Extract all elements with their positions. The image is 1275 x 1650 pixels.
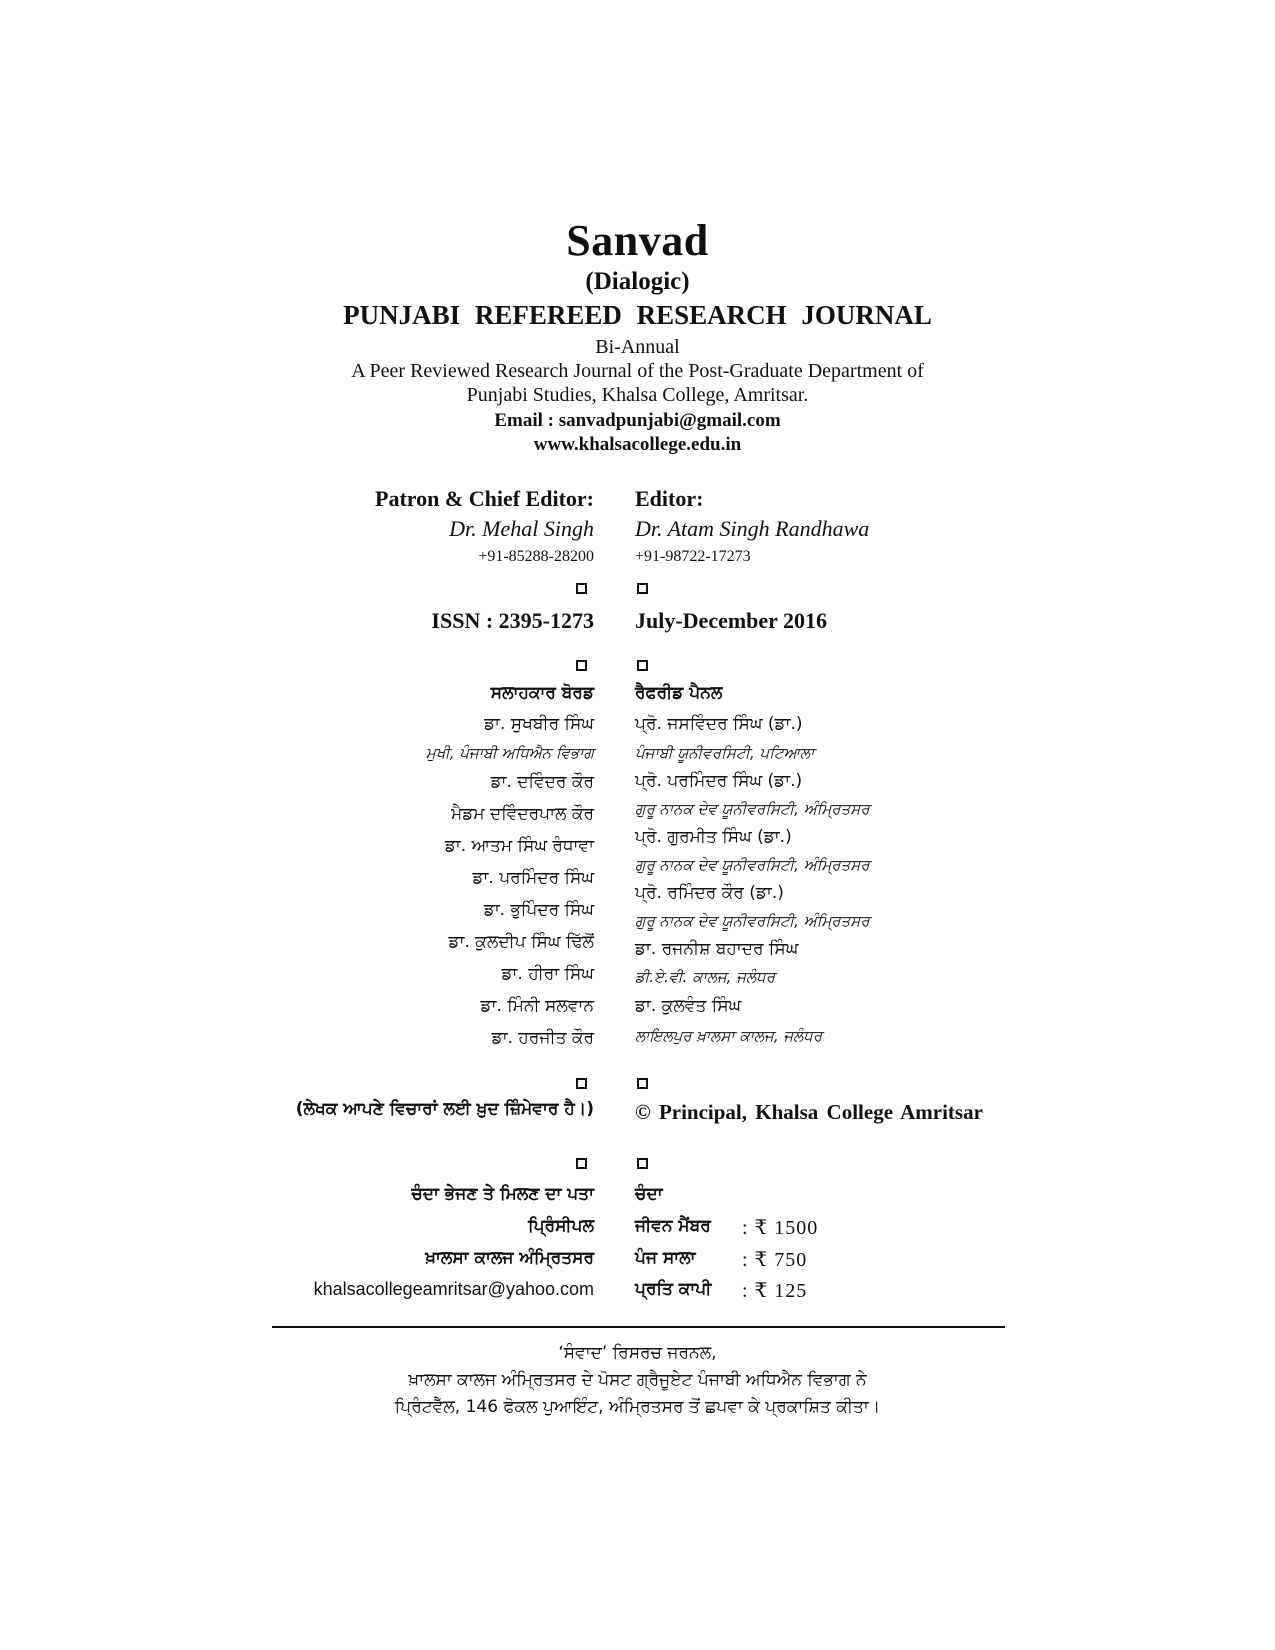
separator-square-icon (576, 1158, 587, 1169)
separator-square-icon (576, 583, 587, 594)
footer-line1: ‘ਸੰਵਾਦ’ ਰਿਸਰਚ ਜਰਨਲ, (558, 1343, 717, 1363)
referee-member: ਪ੍ਰੋ. ਪਰਮਿੰਦਰ ਸਿੰਘ (ਡਾ.) (635, 771, 803, 791)
subscription-heading: ਚੰਦਾ (635, 1184, 663, 1204)
footer-line3: ਪ੍ਰਿੰਟਵੈੱਲ, 146 ਫੋਕਲ ਪੁਆਇੰਟ, ਅੰਮ੍ਰਿਤਸਰ ਤੋਂ ਛਪਵਾ ਕੇ ਪ੍ਰਕਾਸ਼ਿਤ ਕੀਤਾ। (394, 1397, 881, 1417)
patron-label: Patron & Chief Editor: (375, 486, 594, 511)
advisory-member: ਡਾ. ਮਿੰਨੀ ਸਲਵਾਨ (480, 996, 594, 1016)
subscription-label: ਪੰਜ ਸਾਲਾ (635, 1248, 696, 1268)
horizontal-divider (272, 1326, 1005, 1328)
copyright-notice: © Principal, Khalsa College Amritsar (635, 1100, 983, 1124)
referee-affiliation: ਗੁਰੂ ਨਾਨਕ ਦੇਵ ਯੂਨੀਵਰਸਿਟੀ, ਅੰਮ੍ਰਿਤਸਰ (635, 912, 870, 930)
journal-email[interactable]: Email : sanvadpunjabi@gmail.com (494, 410, 781, 431)
referee-affiliation: ਡੀ.ਏ.ਵੀ. ਕਾਲਜ, ਜਲੰਧਰ (635, 968, 775, 986)
patron-name: Dr. Mehal Singh (449, 516, 594, 541)
journal-subtitle: (Dialogic) (585, 268, 690, 295)
subscription-label: ਜੀਵਨ ਮੈਂਬਰ (635, 1216, 711, 1236)
advisory-member: ਡਾ. ਹੀਰਾ ਸਿੰਘ (501, 964, 594, 984)
referee-affiliation: ਪੰਜਾਬੀ ਯੂਨੀਵਰਸਿਟੀ, ਪਟਿਆਲਾ (635, 744, 815, 762)
advisory-member: ਮੈਡਮ ਦਵਿੰਦਰਪਾਲ ਕੌਰ (451, 804, 594, 824)
patron-phone: +91-85288-28200 (478, 548, 594, 565)
address-email[interactable]: khalsacollegeamritsar@yahoo.com (313, 1279, 594, 1299)
address-line1: ਪ੍ਰਿੰਸੀਪਲ (528, 1216, 594, 1236)
separator-square-icon (637, 1158, 648, 1169)
journal-frequency: Bi-Annual (595, 336, 680, 358)
referee-affiliation: ਗੁਰੂ ਨਾਨਕ ਦੇਵ ਯੂਨੀਵਰਸਿਟੀ, ਅੰਮ੍ਰਿਤਸਰ (635, 800, 870, 818)
journal-description-line2: Punjabi Studies, Khalsa College, Amritsar. (466, 384, 809, 406)
referee-member: ਡਾ. ਰਜਨੀਸ਼ ਬਹਾਦਰ ਸਿੰਘ (635, 939, 799, 959)
subscription-price: : ₹ 125 (742, 1280, 808, 1302)
separator-square-icon (637, 583, 648, 594)
journal-description-line1: A Peer Reviewed Research Journal of the Post-Graduate Department of (351, 360, 924, 382)
journal-type: PUNJABI REFEREED RESEARCH JOURNAL (343, 300, 932, 330)
referee-member: ਪ੍ਰੋ. ਜਸਵਿੰਦਰ ਸਿੰਘ (ਡਾ.) (635, 714, 803, 734)
referee-affiliation: ਲਾਇਲਪੁਰ ਖ਼ਾਲਸਾ ਕਾਲਜ, ਜਲੰਧਰ (635, 1027, 823, 1045)
separator-square-icon (576, 1078, 587, 1089)
advisory-member: ਡਾ. ਹਰਜੀਤ ਕੌਰ (491, 1028, 594, 1048)
referee-panel-heading: ਰੈਫਰੀਡ ਪੈਨਲ (635, 683, 723, 703)
subscription-price: : ₹ 750 (742, 1249, 808, 1271)
separator-square-icon (576, 660, 587, 671)
journal-title: Sanvad (566, 216, 709, 265)
editor-name: Dr. Atam Singh Randhawa (635, 516, 870, 541)
referee-member: ਡਾ. ਕੁਲਵੰਤ ਸਿੰਘ (635, 996, 742, 1016)
separator-square-icon (637, 660, 648, 671)
advisory-member: ਡਾ. ਪਰਮਿੰਦਰ ਸਿੰਘ (472, 868, 594, 888)
issn: ISSN : 2395-1273 (431, 608, 594, 633)
advisory-member: ਮੁਖੀ, ਪੰਜਾਬੀ ਅਧਿਐਨ ਵਿਭਾਗ (425, 744, 594, 762)
editor-label: Editor: (635, 486, 704, 511)
issue-period: July-December 2016 (635, 608, 828, 633)
subscription-label: ਪ੍ਰਤਿ ਕਾਪੀ (635, 1279, 712, 1299)
referee-member: ਪ੍ਰੋ. ਰਮਿੰਦਰ ਕੌਰ (ਡਾ.) (635, 883, 784, 903)
advisory-member: ਡਾ. ਦਵਿੰਦਰ ਕੌਰ (490, 772, 594, 792)
advisory-member: ਡਾ. ਆਤਮ ਸਿੰਘ ਰੰਧਾਵਾ (444, 836, 594, 856)
advisory-member: ਡਾ. ਭੁਪਿੰਦਰ ਸਿੰਘ (483, 900, 594, 920)
address-line2: ਖ਼ਾਲਸਾ ਕਾਲਜ ਅੰਮ੍ਰਿਤਸਰ (425, 1248, 594, 1268)
journal-website[interactable]: www.khalsacollege.edu.in (533, 434, 742, 455)
advisory-member: ਡਾ. ਕੁਲਦੀਪ ਸਿੰਘ ਢਿੱਲੋਂ (448, 932, 594, 952)
footer-line2: ਖ਼ਾਲਸਾ ਕਾਲਜ ਅੰਮ੍ਰਿਤਸਰ ਦੇ ਪੋਸਟ ਗ੍ਰੈਜੂਏਟ ਪੰਜਾਬੀ ਅਧਿਐਨ ਵਿਭਾਗ ਨੇ (408, 1370, 867, 1390)
advisory-board-heading: ਸਲਾਹਕਾਰ ਬੋਰਡ (490, 683, 594, 703)
advisory-member: ਡਾ. ਸੁਖਬੀਰ ਸਿੰਘ (484, 714, 594, 734)
subscription-price: : ₹ 1500 (742, 1217, 819, 1239)
referee-member: ਪ੍ਰੋ. ਗੁਰਮੀਤ ਸਿੰਘ (ਡਾ.) (635, 827, 792, 847)
editor-phone: +91-98722-17273 (635, 548, 751, 565)
referee-affiliation: ਗੁਰੂ ਨਾਨਕ ਦੇਵ ਯੂਨੀਵਰਸਿਟੀ, ਅੰਮ੍ਰਿਤਸਰ (635, 856, 870, 874)
address-heading: ਚੰਦਾ ਭੇਜਣ ਤੇ ਮਿਲਣ ਦਾ ਪਤਾ (411, 1184, 594, 1204)
author-disclaimer: (ਲੇਖਕ ਆਪਣੇ ਵਿਚਾਰਾਂ ਲਈ ਖ਼ੁਦ ਜ਼ਿੰਮੇਵਾਰ ਹੈ।) (295, 1099, 594, 1119)
separator-square-icon (637, 1078, 648, 1089)
